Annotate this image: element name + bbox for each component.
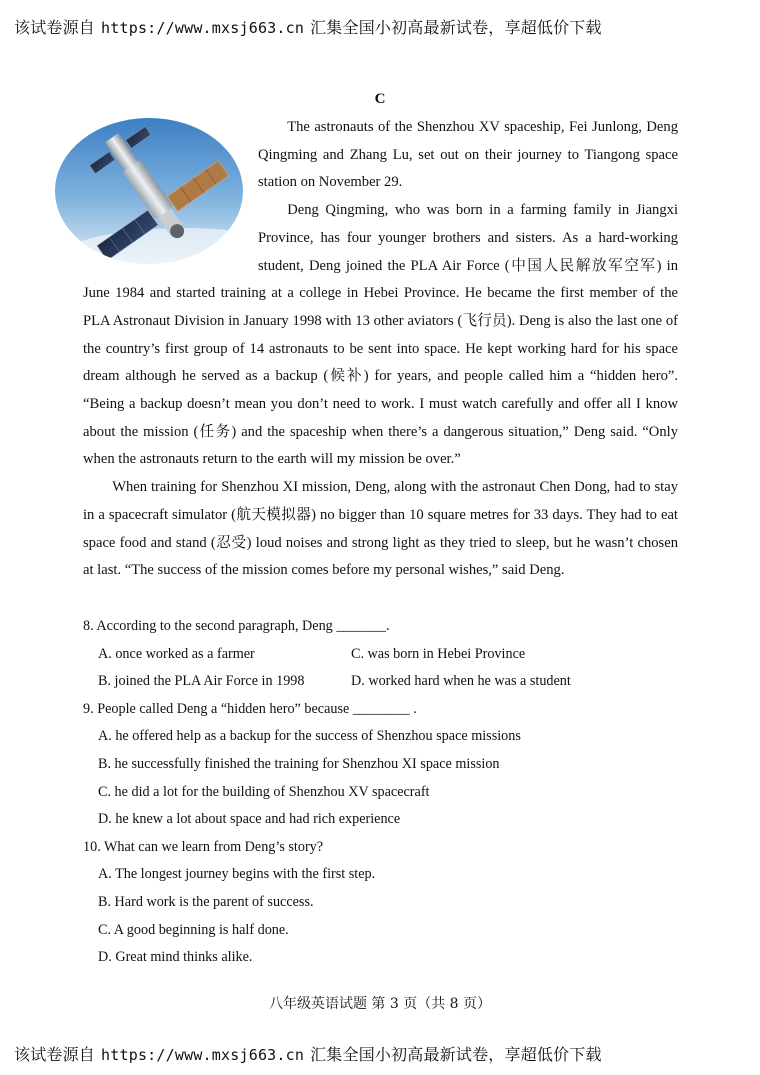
- option-list: [83, 641, 683, 696]
- section-letter: C: [374, 91, 386, 107]
- option-a[interactable]: A. once worked as a farmer: [98, 645, 255, 662]
- question-9: [83, 696, 683, 834]
- passage-paragraph-3: When training for Shenzhou XI mission, Deng, along with the astronaut Chen Dong, had to stay in a spacecraft simulator (航天模拟器) no bigger than 10 square metres for 33 days. They had to eat space food and stand (忍受) loud noises and strong light as they tried to sleep, but he wasn’t chosen at last. “The success of the mission comes before my personal wishes,” said Deng.: [83, 479, 678, 579]
- banner-suffix: 汇集全国小初高最新试卷，享超低价下载: [310, 18, 602, 37]
- banner-prefix: 该试卷源自: [14, 18, 96, 37]
- option-b[interactable]: B. he successfully finished the training for Shenzhou XI space mission: [98, 755, 500, 772]
- question-8: [83, 613, 683, 696]
- option-d[interactable]: D. Great mind thinks alike.: [98, 949, 253, 966]
- page-footer: 八年级英语试题 第 3 页（共 8 页）: [268, 996, 492, 1012]
- option-a[interactable]: A. The longest journey begins with the first step.: [98, 866, 376, 883]
- question-stem: 8. According to the second paragraph, Deng _______.: [83, 618, 390, 634]
- option-a[interactable]: A. he offered help as a backup for the success of Shenzhou space missions: [98, 728, 521, 745]
- photo-float-space: [83, 114, 258, 280]
- banner-suffix: 汇集全国小初高最新试卷，享超低价下载: [310, 1045, 602, 1064]
- source-banner-bottom: [14, 1042, 602, 1065]
- reading-passage: [83, 114, 678, 585]
- option-d[interactable]: D. he knew a lot about space and had rich experience: [98, 811, 401, 828]
- option-c[interactable]: C. was born in Hebei Province: [351, 645, 526, 662]
- banner-url[interactable]: https://www.mxsj663.cn: [101, 1046, 305, 1064]
- option-list: [83, 861, 683, 971]
- question-10: [83, 834, 683, 972]
- option-b[interactable]: B. joined the PLA Air Force in 1998: [98, 673, 305, 690]
- option-c[interactable]: C. he did a lot for the building of Shenzhou XV spacecraft: [98, 783, 430, 800]
- source-banner-top: [14, 15, 602, 38]
- question-stem: 9. People called Deng a “hidden hero” because ________ .: [83, 700, 417, 717]
- question-stem: 10. What can we learn from Deng’s story?: [83, 838, 324, 855]
- option-list: [83, 723, 683, 833]
- banner-prefix: 该试卷源自: [14, 1045, 96, 1064]
- question-list: [83, 613, 683, 972]
- passage-paragraph-2: Deng Qingming, who was born in a farming family in Jiangxi Province, has four younger brothers and sisters. As a hard-working student, Deng joined the PLA Air Force (中国人民解放军空军) in June 1984 and started training at a college in Hebei Province. He became the first member of the PLA Astronaut Division in January 1998 with 13 other aviators (飞行员). Deng is also the last one of the country’s first group of 14 astronauts to be sent into space. He kept working hard for his space dream although he served as a backup (候补) for years, and people called him a “hidden hero”. “Being a backup doesn’t mean you don’t need to work. I must watch carefully and offer all I know about the mission (任务) and the spaceship when there’s a dangerous situation,” Deng said. “Only when the astronauts return to the earth will my mission be over.”: [83, 202, 678, 468]
- passage-paragraph-1: The astronauts of the Shenzhou XV spaceship, Fei Junlong, Deng Qingming and Zhang Lu, set out on their journey to Tiangong space station on November 29.: [258, 119, 678, 191]
- option-b[interactable]: B. Hard work is the parent of success.: [98, 893, 314, 910]
- banner-url[interactable]: https://www.mxsj663.cn: [101, 19, 305, 37]
- option-c[interactable]: C. A good beginning is half done.: [98, 921, 289, 938]
- option-d[interactable]: D. worked hard when he was a student: [351, 673, 571, 690]
